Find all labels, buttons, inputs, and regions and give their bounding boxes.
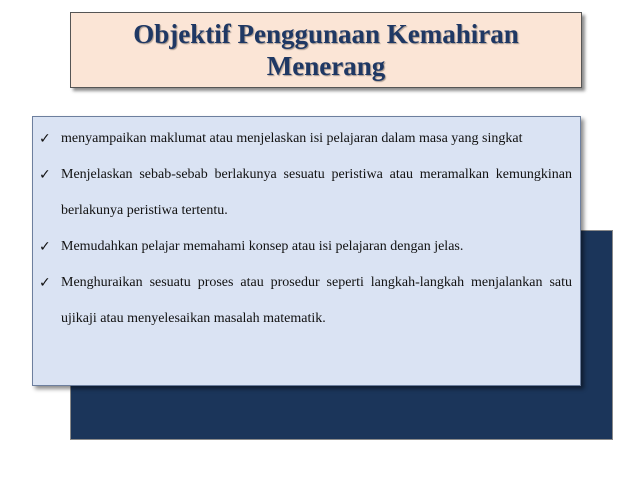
check-icon: ✓: [39, 239, 51, 255]
bullet-text: menyampaikan maklumat atau menjelaskan isi pelajaran dalam masa yang singkat: [61, 131, 523, 146]
title-box: [70, 12, 582, 88]
bullet-item: [39, 121, 572, 157]
check-icon: ✓: [39, 131, 51, 147]
bullet-item: [39, 157, 572, 229]
bullet-text: Memudahkan pelajar memahami konsep atau isi pelajaran dengan jelas.: [61, 239, 464, 254]
bullet-text: Menjelaskan sebab-sebab berlakunya sesuatu peristiwa atau meramalkan kemungkinan berlakunya peristiwa tertentu.: [61, 167, 572, 218]
bullet-item: [39, 265, 572, 337]
bullet-text: Menghuraikan sesuatu proses atau prosedur seperti langkah-langkah menjalankan satu ujikaji atau menyelesaikan masalah matematik.: [61, 275, 572, 326]
content-box: [32, 116, 581, 386]
slide-title-line-2: Menerang: [266, 51, 386, 81]
slide-title-line-1: Objektif Penggunaan Kemahiran: [133, 19, 519, 49]
bullet-item: [39, 229, 572, 265]
check-icon: ✓: [39, 167, 51, 183]
check-icon: ✓: [39, 275, 51, 291]
